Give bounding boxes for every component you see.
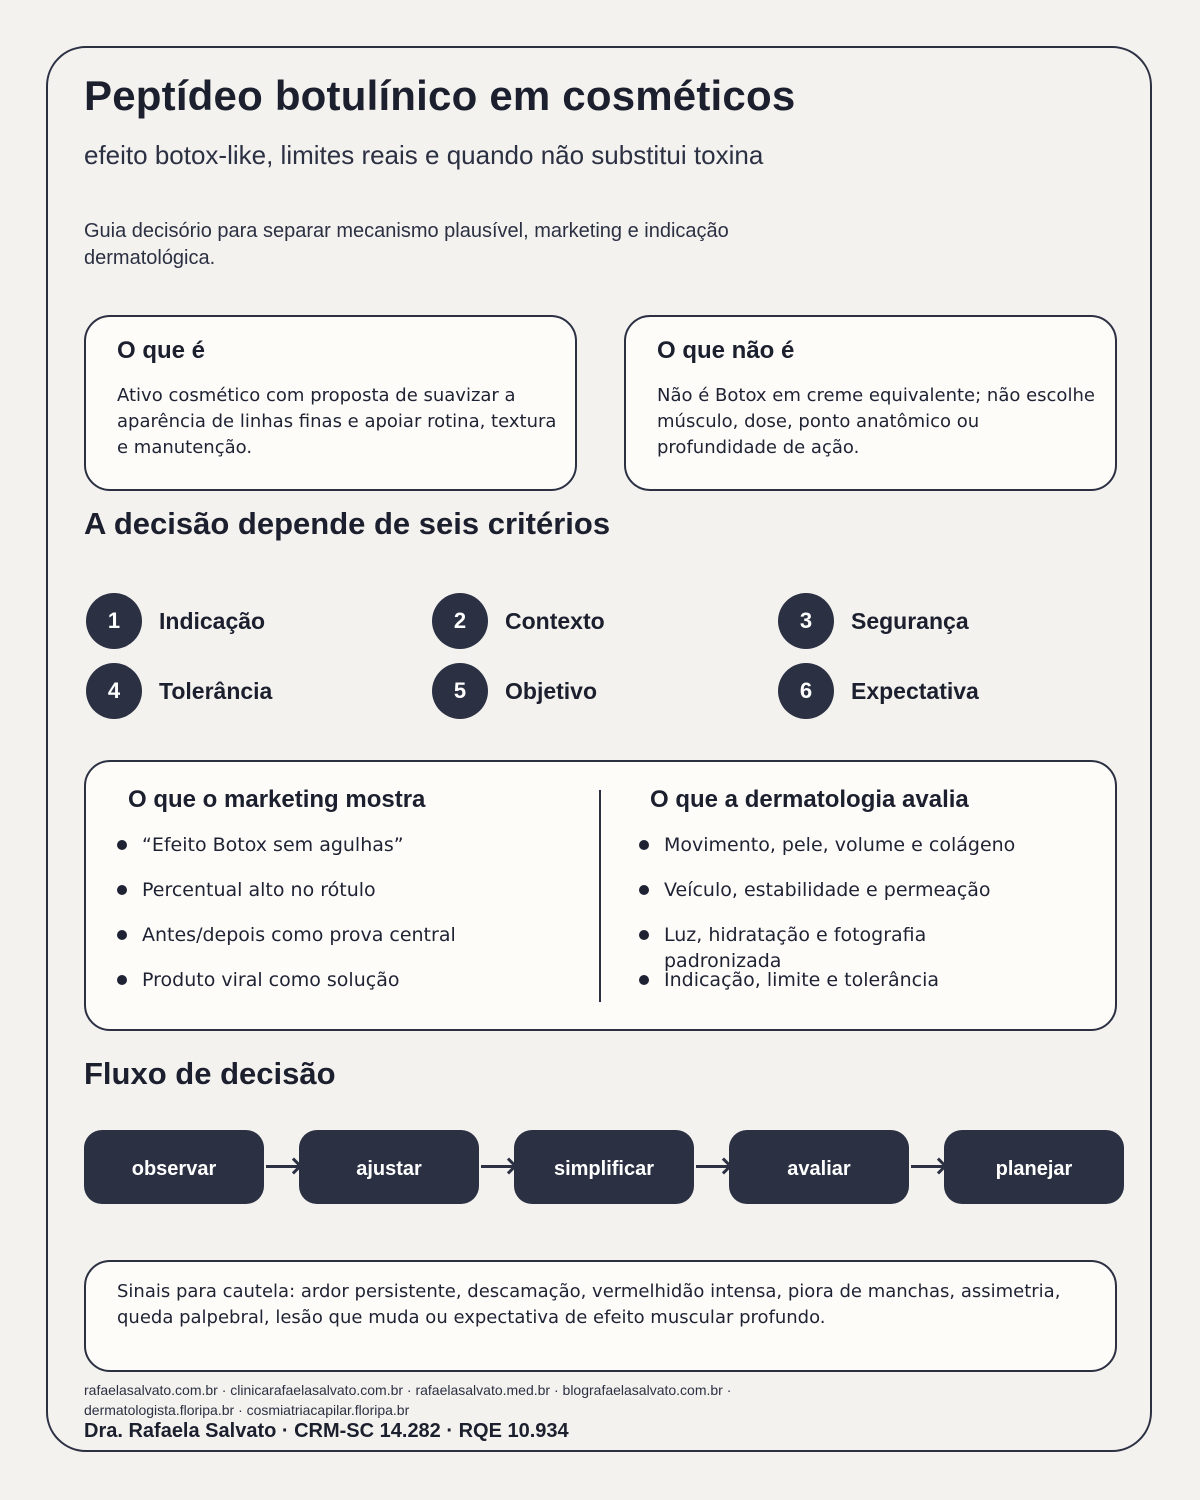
what-is-title: O que é	[117, 337, 206, 364]
flow-step-avaliar: avaliar	[729, 1130, 909, 1204]
criterion-number: 3	[778, 593, 834, 649]
flow-step-ajustar: ajustar	[299, 1130, 479, 1204]
flow-step-simplificar: simplificar	[514, 1130, 694, 1204]
footer-signature: Dra. Rafaela Salvato · CRM-SC 14.282 · RQE 10.934	[84, 1420, 569, 1442]
flow-arrow-icon	[911, 1165, 943, 1168]
page-title: Peptídeo botulínico em cosméticos	[84, 72, 796, 119]
caution-card	[84, 1260, 1117, 1372]
bullet-dot	[639, 930, 649, 940]
dermatology-column-title: O que a dermatologia avalia	[650, 786, 969, 813]
bullet-dot	[639, 975, 649, 985]
flow-arrow-icon	[266, 1165, 298, 1168]
marketing-item: “Efeito Botox sem agulhas”	[142, 832, 562, 858]
marketing-item: Percentual alto no rótulo	[142, 877, 562, 903]
criterion-number: 4	[86, 663, 142, 719]
flow-arrow-icon	[481, 1165, 513, 1168]
bullet-dot	[117, 840, 127, 850]
what-is-text: Ativo cosmético com proposta de suavizar a aparência de linhas finas e apoiar rotina, textura e manutenção.	[117, 385, 557, 458]
bullet-dot	[639, 840, 649, 850]
criterion-number: 6	[778, 663, 834, 719]
caution-text: Sinais para cautela: ardor persistente, descamação, vermelhidão intensa, piora de manchas, assimetria, queda palpebral, lesão que muda ou expectativa de efeito muscular profundo.	[117, 1281, 1061, 1328]
page-lead: Guia decisório para separar mecanismo plausível, marketing e indicação dermatológica.	[84, 220, 729, 269]
criterion-label: Expectativa	[851, 678, 979, 704]
marketing-column-title: O que o marketing mostra	[128, 786, 426, 813]
flow-title: Fluxo de decisão	[84, 1056, 336, 1091]
dermatology-item: Veículo, estabilidade e permeação	[664, 877, 1064, 903]
flow-arrow-icon	[696, 1165, 728, 1168]
what-is-not-title: O que não é	[657, 337, 795, 364]
page-subtitle: efeito botox-like, limites reais e quando não substitui toxina	[84, 140, 764, 170]
column-divider	[599, 790, 601, 1002]
what-is-not-text: Não é Botox em creme equivalente; não escolhe músculo, dose, ponto anatômico ou profundidade de ação.	[657, 385, 1095, 458]
criterion-number: 1	[86, 593, 142, 649]
criterion-label: Indicação	[159, 608, 266, 634]
what-is-card	[84, 315, 577, 491]
criterion-label: Segurança	[851, 608, 969, 634]
criterion-number: 2	[432, 593, 488, 649]
dermatology-item: Movimento, pele, volume e colágeno	[664, 832, 1064, 858]
criterion-number: 5	[432, 663, 488, 719]
bullet-dot	[117, 930, 127, 940]
dermatology-item: Luz, hidratação e fotografia padronizada	[664, 922, 954, 974]
criteria-title: A decisão depende de seis critérios	[84, 506, 611, 541]
bullet-dot	[117, 975, 127, 985]
what-is-not-card	[624, 315, 1117, 491]
marketing-item: Antes/depois como prova central	[142, 922, 562, 948]
marketing-item: Produto viral como solução	[142, 967, 562, 993]
bullet-dot	[117, 885, 127, 895]
criterion-label: Contexto	[505, 608, 605, 634]
flow-step-planejar: planejar	[944, 1130, 1124, 1204]
bullet-dot	[639, 885, 649, 895]
footer-links: rafaelasalvato.com.br · clinicarafaelasalvato.com.br · rafaelasalvato.med.br · blografaelasalvato.com.br · dermatologista.floripa.br · cosmiatriacapilar.floripa.br	[84, 1382, 732, 1418]
flow-step-observar: observar	[84, 1130, 264, 1204]
criterion-label: Tolerância	[159, 678, 273, 704]
dermatology-item: Indicação, limite e tolerância	[664, 967, 1064, 993]
criterion-label: Objetivo	[505, 678, 598, 704]
